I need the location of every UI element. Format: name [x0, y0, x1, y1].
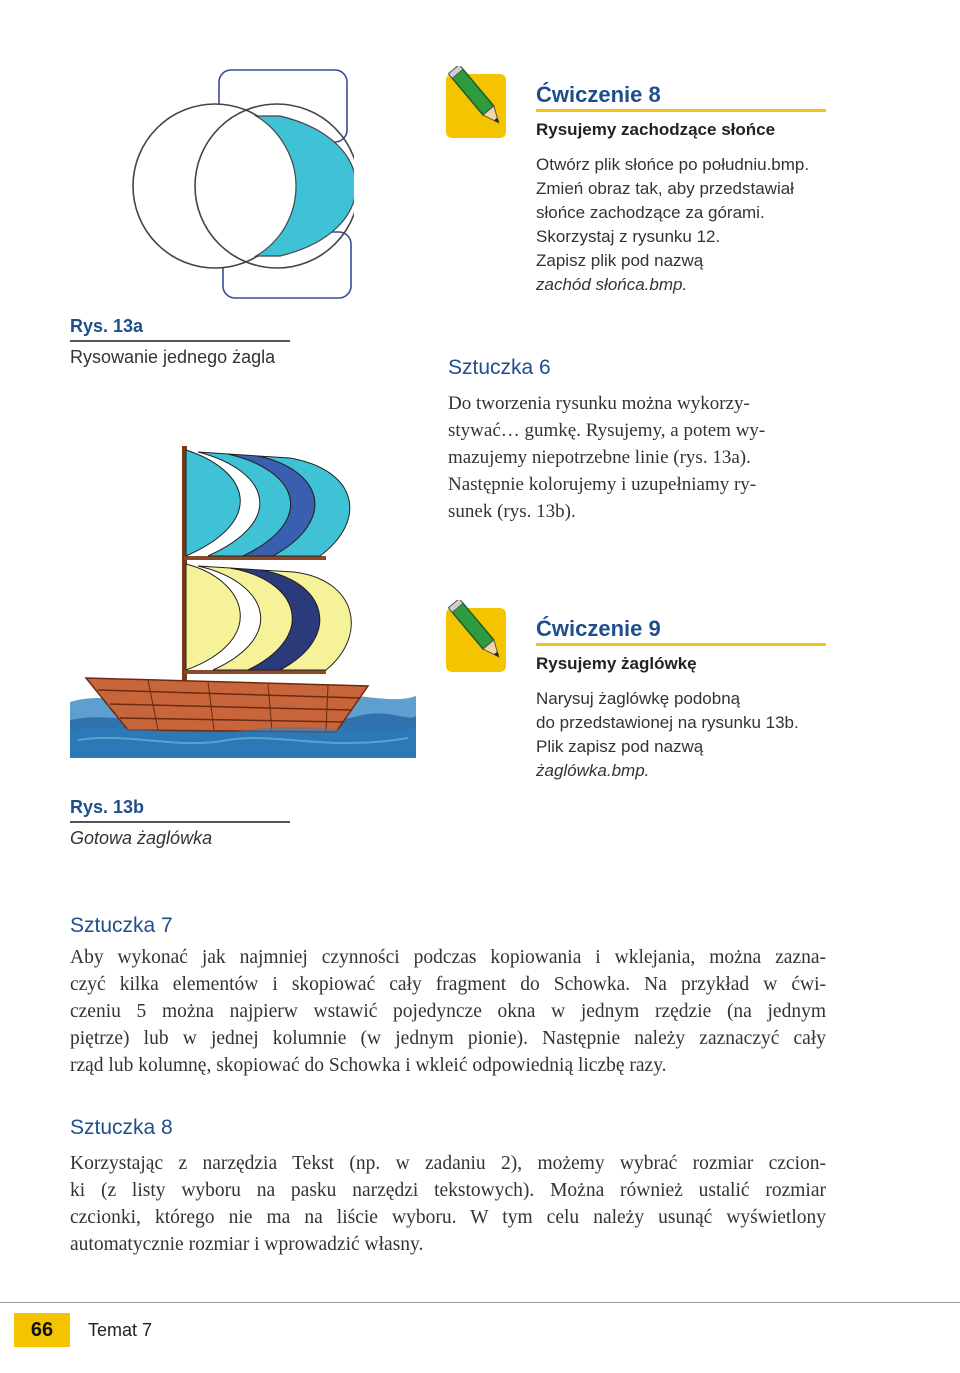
exercise-9-line: do przedstawionej na rysunku 13b. [536, 713, 799, 732]
footer-topic: Temat 7 [88, 1320, 153, 1340]
trick-8-title: Sztuczka 8 [70, 1116, 173, 1139]
trick-7-body [70, 944, 826, 1079]
pencil-icon [446, 600, 514, 674]
trick-8-line: Korzystając z narzędzia Tekst (np. w zadaniu 2), możemy wybrać rozmiar czcion- [70, 1153, 826, 1174]
exercise-9-line: żaglówka.bmp. [536, 761, 650, 780]
trick-7-line: Aby wykonać jak najmniej czynności podczas kopiowania i wklejania, można zazna- [70, 947, 826, 968]
trick-8-line: ki (z listy wyboru na pasku narzędzi tekstowych). Można również ustalić rozmiar [70, 1180, 826, 1201]
trick-6-line: Następnie kolorujemy i uzupełniamy ry- [448, 474, 757, 495]
trick-6-line: mazujemy niepotrzebne linie (rys. 13a). [448, 447, 751, 468]
exercise-9-line: Narysuj żaglówkę podobną [536, 689, 741, 708]
figure-13a-caption: Rysowanie jednego żagla [70, 347, 276, 367]
figure-13b-sailboat [68, 440, 418, 760]
exercise-9-rule [536, 643, 826, 646]
trick-8-line: czcionki, którego nie ma na liście wyboru. W tym celu należy usunąć wyświetlony [70, 1207, 826, 1228]
trick-6-title: Sztuczka 6 [448, 356, 551, 379]
exercise-8-line: Skorzystaj z rysunku 12. [536, 227, 721, 246]
footer-divider [0, 1302, 960, 1303]
exercise-9-body [536, 687, 799, 783]
exercise-8-line: Otwórz plik słońce po południu.bmp. [536, 155, 810, 174]
exercise-8-line: słońce zachodzące za górami. [536, 203, 765, 222]
exercise-8-line: Zmień obraz tak, aby przedstawiał [536, 179, 794, 198]
trick-7-line: czeniu 5 można najpierw wstawić pojedyncze okna w jednym rzędzie (na jednym [70, 1001, 826, 1022]
trick-7-line: czyć kilka elementów i skopiować cały fragment do Schowka. Na przykład w ćwi- [70, 974, 826, 995]
exercise-8-line: Zapisz plik pod nazwą [536, 251, 704, 270]
exercise-8-rule [536, 109, 826, 112]
trick-8-body [70, 1150, 826, 1258]
figure-13b-caption: Gotowa żaglówka [70, 828, 213, 848]
exercise-9-title: Ćwiczenie 9 [536, 616, 661, 641]
figure-13a-sail-drawing [130, 68, 354, 300]
trick-8-line: automatycznie rozmiar i wprowadzić własny. [70, 1234, 424, 1255]
figure-13a-label: Rys. 13a [70, 316, 144, 336]
trick-6-line: sunek (rys. 13b). [448, 501, 576, 522]
exercise-8-title: Ćwiczenie 8 [536, 82, 661, 107]
trick-7-title: Sztuczka 7 [70, 914, 173, 937]
trick-6-line: stywać… gumkę. Rysujemy, a potem wy- [448, 420, 766, 441]
pencil-icon [446, 66, 514, 140]
exercise-9-subtitle: Rysujemy żaglówkę [536, 654, 697, 673]
exercise-8-subtitle: Rysujemy zachodzące słońce [536, 120, 776, 139]
trick-7-line: rząd lub kolumnę, skopiować do Schowka i wkleić odpowiednią liczbę razy. [70, 1055, 667, 1076]
exercise-8-body [536, 153, 809, 297]
figure-13b-rule [70, 821, 290, 823]
trick-6-body [448, 390, 828, 525]
figure-13b-label: Rys. 13b [70, 797, 145, 817]
page-number: 66 [14, 1313, 70, 1347]
trick-7-line: piętrze) lub w jednej kolumnie (w jednym pionie). Następnie należy zaznaczyć cały [70, 1028, 826, 1049]
trick-6-line: Do tworzenia rysunku można wykorzy- [448, 393, 750, 414]
exercise-9-line: Plik zapisz pod nazwą [536, 737, 704, 756]
exercise-8-line: zachód słońca.bmp. [536, 275, 688, 294]
figure-13a-rule [70, 340, 290, 342]
